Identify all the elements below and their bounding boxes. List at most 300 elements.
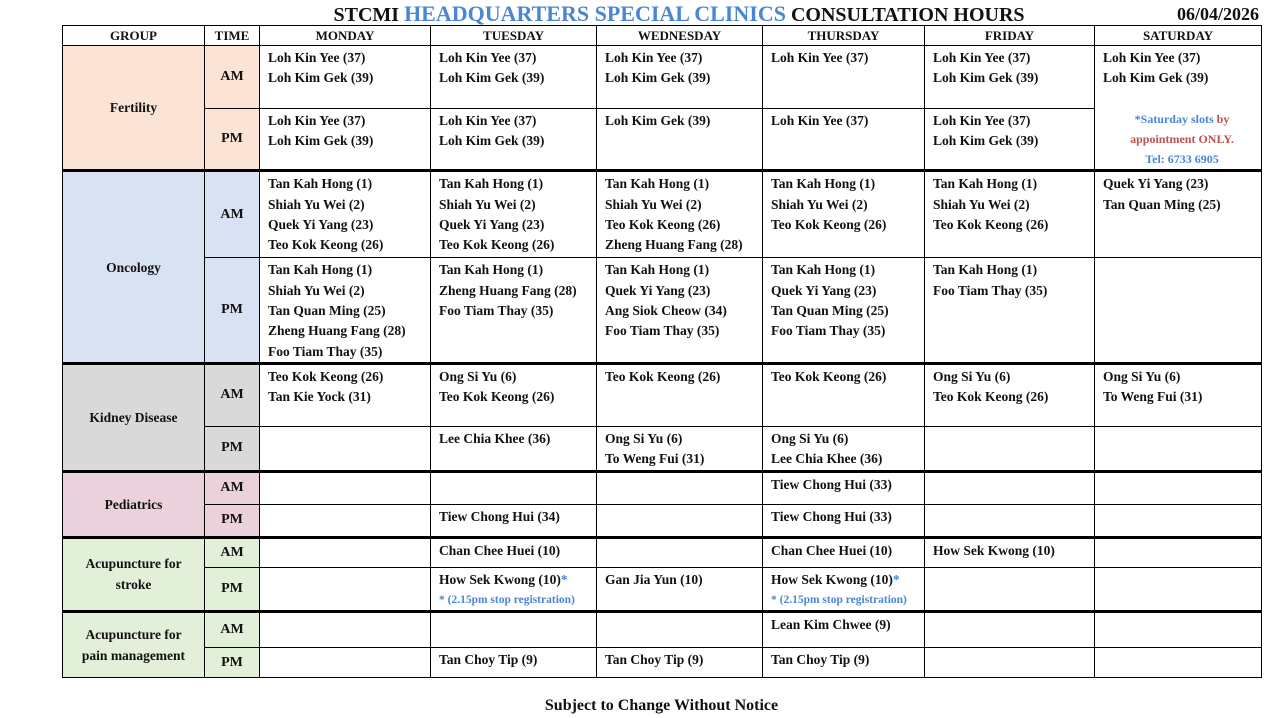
slot-cell-thursday <box>763 504 925 537</box>
schedule-table <box>62 25 1262 678</box>
col-header-monday: MONDAY <box>260 26 431 46</box>
doctor-entry <box>605 215 762 235</box>
slot-cell-thursday <box>763 46 925 109</box>
doctor-name: Teo Kok Keong (26) <box>771 368 887 384</box>
doctor-entry <box>605 429 762 449</box>
doctor-name: How Sek Kwong (10) <box>933 542 1055 558</box>
doctor-entry <box>771 449 924 469</box>
slot-cell-thursday <box>763 612 925 648</box>
schedule-row <box>63 363 1262 426</box>
slot-cell-friday <box>925 567 1095 612</box>
doctor-name: Teo Kok Keong (26) <box>933 389 1049 405</box>
doctor-entry <box>605 570 762 590</box>
doctor-name: Loh Kin Yee (37) <box>933 112 1031 128</box>
slot-cell-wednesday <box>597 648 763 678</box>
footer-notice: Subject to Change Without Notice <box>544 697 779 714</box>
doctor-entry <box>771 367 924 387</box>
slot-cell-monday <box>260 504 431 537</box>
doctor-entry <box>1103 195 1261 215</box>
slot-cell-saturday <box>1095 648 1262 678</box>
group-name-line: Acupuncture for <box>85 556 182 572</box>
doctor-entry <box>268 48 430 68</box>
doctor-name: Teo Kok Keong (26) <box>268 368 384 384</box>
doctor-entry <box>439 301 596 321</box>
group-cell <box>63 471 205 537</box>
col-header-thursday: THURSDAY <box>763 26 925 46</box>
doctor-entry <box>771 260 924 280</box>
doctor-name: Tan Kah Hong (1) <box>268 262 373 278</box>
slot-cell-tuesday <box>431 612 597 648</box>
group-name-line: Pediatrics <box>104 496 163 512</box>
doctor-name: Teo Kok Keong (26) <box>439 389 555 405</box>
group-cell <box>63 363 205 471</box>
doctor-name: Chan Chee Huei (10) <box>771 542 893 558</box>
slot-cell-thursday <box>763 537 925 567</box>
doctor-name: Tiew Chong Hui (34) <box>439 508 560 524</box>
time-cell: PM <box>205 648 260 678</box>
doctor-name: To Weng Fui (31) <box>1103 389 1203 405</box>
doctor-entry <box>268 260 430 280</box>
doctor-name: Shiah Yu Wei (2) <box>933 196 1030 212</box>
doctor-entry <box>771 281 924 301</box>
doctor-name: Foo Tiam Thay (35) <box>771 323 886 339</box>
doctor-name: How Sek Kwong (10) <box>771 571 893 587</box>
doctor-name: Tan Kah Hong (1) <box>933 262 1038 278</box>
sat-note-phone: Tel: 6733 6905 <box>1145 152 1219 167</box>
doctor-entry <box>439 260 596 280</box>
doctor-entry <box>771 174 924 194</box>
slot-cell-monday <box>260 258 431 363</box>
doctor-entry <box>771 650 924 670</box>
doctor-entry <box>605 195 762 215</box>
doctor-name: Ong Si Yu (6) <box>605 430 683 446</box>
slot-cell-monday <box>260 426 431 471</box>
doctor-entry <box>439 570 596 590</box>
doctor-entry <box>268 235 430 255</box>
slot-cell-thursday <box>763 258 925 363</box>
asterisk-mark: * <box>892 571 900 587</box>
slot-cell-friday <box>925 46 1095 109</box>
slot-cell-tuesday <box>431 258 597 363</box>
sat-note-line2: appointment ONLY. <box>1130 131 1234 146</box>
slot-cell-friday <box>925 648 1095 678</box>
doctor-name: Tan Choy Tip (9) <box>771 652 870 668</box>
doctor-entry <box>771 48 924 68</box>
doctor-name: Tan Kah Hong (1) <box>439 262 544 278</box>
time-cell: PM <box>205 567 260 612</box>
schedule-row <box>63 258 1262 363</box>
doctor-name: Shiah Yu Wei (2) <box>268 282 365 298</box>
col-header-saturday: SATURDAY <box>1095 26 1262 46</box>
slot-cell-thursday <box>763 471 925 504</box>
col-header-group: GROUP <box>63 26 205 46</box>
slot-cell-saturday <box>1095 426 1262 471</box>
time-cell: PM <box>205 108 260 171</box>
doctor-entry <box>933 367 1094 387</box>
slot-cell-thursday <box>763 426 925 471</box>
title-prefix: STCMI <box>333 4 405 26</box>
doctor-entry <box>771 475 924 495</box>
doctor-entry <box>1103 174 1261 194</box>
group-cell <box>63 537 205 612</box>
slot-cell-friday <box>925 537 1095 567</box>
doctor-entry <box>268 281 430 301</box>
doctor-entry <box>439 195 596 215</box>
doctor-entry <box>268 321 430 341</box>
doctor-name: Lee Chia Khee (36) <box>771 451 883 467</box>
doctor-name: Tiew Chong Hui (33) <box>771 508 892 524</box>
doctor-name: Teo Kok Keong (26) <box>771 217 887 233</box>
doctor-entry <box>268 111 430 131</box>
slot-cell-saturday <box>1095 567 1262 612</box>
sat-note-blue: *Saturday slots <box>1134 111 1217 126</box>
doctor-entry <box>771 541 924 561</box>
group-name-line: Acupuncture for <box>85 627 182 643</box>
doctor-name: Tan Quan Ming (25) <box>771 303 889 319</box>
doctor-name: Loh Kim Gek (39) <box>933 70 1039 86</box>
doctor-entry <box>439 68 596 88</box>
doctor-name: Chan Chee Huei (10) <box>439 542 561 558</box>
group-cell <box>63 46 205 171</box>
doctor-entry <box>439 650 596 670</box>
doctor-name: Loh Kin Yee (37) <box>268 112 366 128</box>
doctor-entry <box>439 281 596 301</box>
doctor-name: Ong Si Yu (6) <box>439 368 517 384</box>
slot-cell-tuesday <box>431 504 597 537</box>
doctor-name: Quek Yi Yang (23) <box>439 217 545 233</box>
doctor-name: Loh Kin Yee (37) <box>439 50 537 65</box>
doctor-entry <box>771 321 924 341</box>
doctor-name: Tan Kah Hong (1) <box>771 176 876 192</box>
doctor-entry <box>933 195 1094 215</box>
schedule-row <box>63 537 1262 567</box>
doctor-entry <box>268 367 430 387</box>
schedule-row <box>63 46 1262 109</box>
doctor-entry <box>439 215 596 235</box>
doctor-entry <box>605 449 762 469</box>
slot-cell-friday <box>925 426 1095 471</box>
doctor-entry <box>1103 68 1261 88</box>
asterisk-mark: * <box>560 571 568 587</box>
doctor-name: Foo Tiam Thay (35) <box>605 323 720 339</box>
schedule-row <box>63 471 1262 504</box>
doctor-name: Ong Si Yu (6) <box>771 430 849 446</box>
doctor-name: Tan Quan Ming (25) <box>1103 196 1221 212</box>
registration-note: * (2.15pm stop registration) <box>439 593 575 606</box>
doctor-name: Foo Tiam Thay (35) <box>268 343 383 359</box>
slot-cell-monday <box>260 46 431 109</box>
doctor-name: Loh Kim Gek (39) <box>605 112 711 128</box>
doctor-name: Loh Kin Yee (37) <box>268 50 366 65</box>
time-cell: AM <box>205 537 260 567</box>
doctor-entry <box>439 131 596 151</box>
doctor-entry <box>268 174 430 194</box>
doctor-name: Shiah Yu Wei (2) <box>268 196 365 212</box>
doctor-entry <box>605 111 762 131</box>
sat-note-red: by <box>1216 111 1230 126</box>
col-header-tuesday: TUESDAY <box>431 26 597 46</box>
doctor-entry <box>933 281 1094 301</box>
slot-cell-monday <box>260 648 431 678</box>
doctor-name: Ang Siok Cheow (34) <box>605 303 727 319</box>
doctor-name: Ong Si Yu (6) <box>933 368 1011 384</box>
doctor-entry <box>605 174 762 194</box>
doctor-entry <box>933 174 1094 194</box>
doctor-entry <box>439 387 596 407</box>
doctor-name: Teo Kok Keong (26) <box>933 217 1049 233</box>
slot-cell-tuesday <box>431 171 597 258</box>
doctor-name: Loh Kin Yee (37) <box>771 112 869 128</box>
doctor-name: Ong Si Yu (6) <box>1103 368 1181 384</box>
doctor-name: Loh Kin Yee (37) <box>605 50 703 65</box>
doctor-entry <box>933 131 1094 151</box>
slot-cell-thursday <box>763 567 925 612</box>
doctor-name: Zheng Huang Fang (28) <box>605 237 743 253</box>
slot-cell-wednesday <box>597 258 763 363</box>
doctor-entry <box>933 215 1094 235</box>
doctor-entry <box>605 367 762 387</box>
slot-cell-monday <box>260 471 431 504</box>
group-name-line: Oncology <box>106 259 161 275</box>
slot-cell-saturday <box>1095 504 1262 537</box>
doctor-name: Zheng Huang Fang (28) <box>268 323 406 339</box>
doctor-name: Tan Quan Ming (25) <box>268 303 386 319</box>
doctor-entry <box>605 235 762 255</box>
slot-cell-wednesday <box>597 46 763 109</box>
doctor-name: Loh Kim Gek (39) <box>439 70 545 86</box>
slot-cell-thursday <box>763 108 925 171</box>
doctor-name: Quek Yi Yang (23) <box>1103 176 1209 192</box>
doctor-name: Tiew Chong Hui (33) <box>771 476 892 492</box>
time-cell: PM <box>205 258 260 363</box>
doctor-name: Loh Kin Yee (37) <box>933 50 1031 65</box>
doctor-name: Shiah Yu Wei (2) <box>605 196 702 212</box>
doctor-name: Teo Kok Keong (26) <box>439 237 555 253</box>
doctor-entry <box>605 48 762 68</box>
doctor-name: Teo Kok Keong (26) <box>605 217 721 233</box>
title-highlight: HEADQUARTERS SPECIAL CLINICS <box>404 1 786 26</box>
doctor-name: Loh Kim Gek (39) <box>933 133 1039 149</box>
slot-cell-wednesday <box>597 612 763 648</box>
slot-cell-monday <box>260 537 431 567</box>
doctor-entry <box>268 131 430 151</box>
doctor-entry <box>771 301 924 321</box>
doctor-entry <box>1103 387 1261 407</box>
doctor-name: To Weng Fui (31) <box>605 451 705 467</box>
slot-cell-tuesday <box>431 537 597 567</box>
doctor-name: Tan Kie Yock (31) <box>268 389 371 405</box>
doctor-entry <box>439 48 596 68</box>
slot-cell-saturday <box>1095 258 1262 363</box>
slot-cell-monday <box>260 363 431 426</box>
slot-cell-friday <box>925 363 1095 426</box>
doctor-name: Loh Kim Gek (39) <box>605 70 711 86</box>
doctor-name: Teo Kok Keong (26) <box>268 237 384 253</box>
doctor-entry <box>933 68 1094 88</box>
doctor-entry <box>268 342 430 362</box>
slot-cell-monday <box>260 567 431 612</box>
doctor-name: Loh Kim Gek (39) <box>439 133 545 149</box>
doctor-entry <box>771 615 924 635</box>
doctor-entry <box>268 68 430 88</box>
doctor-name: Loh Kin Yee (37) <box>439 112 537 128</box>
slot-cell-tuesday <box>431 46 597 109</box>
doctor-name: Lee Chia Khee (36) <box>439 430 551 446</box>
doctor-name: Quek Yi Yang (23) <box>268 217 374 233</box>
slot-cell-wednesday <box>597 171 763 258</box>
col-header-time: TIME <box>205 26 260 46</box>
doctor-entry <box>605 301 762 321</box>
doctor-name: Tan Kah Hong (1) <box>933 176 1038 192</box>
schedule-row <box>63 504 1262 537</box>
doctor-entry <box>771 215 924 235</box>
slot-cell-friday <box>925 171 1095 258</box>
slot-cell-saturday <box>1095 537 1262 567</box>
time-cell: AM <box>205 46 260 109</box>
header-row <box>63 26 1262 46</box>
schedule-date: 06/04/2026 <box>1176 4 1259 24</box>
schedule-row <box>63 648 1262 678</box>
doctor-name: Loh Kin Yee (37) <box>1103 50 1201 65</box>
doctor-name: Shiah Yu Wei (2) <box>439 196 536 212</box>
group-name-line: pain management <box>81 648 186 664</box>
slot-cell-saturday <box>1095 612 1262 648</box>
doctor-name: Tan Kah Hong (1) <box>771 262 876 278</box>
doctor-entry <box>605 260 762 280</box>
doctor-entry <box>439 429 596 449</box>
slot-cell-tuesday <box>431 567 597 612</box>
slot-cell-wednesday <box>597 426 763 471</box>
slot-cell-friday <box>925 504 1095 537</box>
doctor-name: Loh Kim Gek (39) <box>1103 70 1209 86</box>
time-cell: AM <box>205 471 260 504</box>
doctor-name: Tan Choy Tip (9) <box>605 652 704 668</box>
slot-cell-friday <box>925 108 1095 171</box>
doctor-name: Shiah Yu Wei (2) <box>771 196 868 212</box>
slot-cell-tuesday <box>431 426 597 471</box>
slot-cell-friday <box>925 258 1095 363</box>
slot-cell-wednesday <box>597 537 763 567</box>
saturday-appointment-note <box>1103 105 1261 170</box>
doctor-name: Loh Kim Gek (39) <box>268 70 374 86</box>
doctor-name: Lean Kim Chwee (9) <box>771 617 891 633</box>
slot-cell-wednesday <box>597 108 763 171</box>
doctor-entry <box>439 235 596 255</box>
group-name-line: stroke <box>115 577 152 593</box>
doctor-name: Quek Yi Yang (23) <box>605 282 711 298</box>
doctor-entry <box>268 215 430 235</box>
slot-cell-wednesday <box>597 471 763 504</box>
doctor-name: Teo Kok Keong (26) <box>605 368 721 384</box>
slot-cell-friday <box>925 612 1095 648</box>
doctor-name: Tan Choy Tip (9) <box>439 652 538 668</box>
doctor-entry <box>439 174 596 194</box>
schedule-row <box>63 108 1262 171</box>
doctor-name: Loh Kin Yee (37) <box>771 50 869 65</box>
doctor-entry <box>771 570 924 590</box>
doctor-name: Loh Kim Gek (39) <box>268 133 374 149</box>
doctor-entry <box>439 507 596 527</box>
schedule-row <box>63 567 1262 612</box>
slot-cell-saturday <box>1095 471 1262 504</box>
slot-cell-saturday <box>1095 363 1262 426</box>
group-cell <box>63 171 205 363</box>
schedule-row <box>63 612 1262 648</box>
slot-cell-tuesday <box>431 471 597 504</box>
doctor-name: Tan Kah Hong (1) <box>268 176 373 192</box>
doctor-name: Tan Kah Hong (1) <box>605 262 710 278</box>
group-name-line: Kidney Disease <box>89 409 178 425</box>
time-cell: PM <box>205 504 260 537</box>
doctor-entry <box>771 507 924 527</box>
doctor-name: How Sek Kwong (10) <box>439 571 561 587</box>
doctor-name: Foo Tiam Thay (35) <box>933 282 1048 298</box>
slot-cell-wednesday <box>597 363 763 426</box>
schedule-row <box>63 171 1262 258</box>
doctor-entry <box>605 281 762 301</box>
doctor-entry <box>933 387 1094 407</box>
page-title <box>0 2 1277 27</box>
group-cell <box>63 612 205 678</box>
doctor-entry <box>439 367 596 387</box>
slot-cell-monday <box>260 171 431 258</box>
time-cell: PM <box>205 426 260 471</box>
title-suffix: CONSULTATION HOURS <box>785 4 1025 26</box>
doctor-entry <box>605 321 762 341</box>
time-cell: AM <box>205 612 260 648</box>
time-cell: AM <box>205 363 260 426</box>
doctor-entry <box>933 541 1094 561</box>
slot-cell-saturday <box>1095 46 1262 171</box>
doctor-name: Gan Jia Yun (10) <box>605 571 703 587</box>
doctor-entry <box>268 195 430 215</box>
doctor-name: Tan Kah Hong (1) <box>439 176 544 192</box>
doctor-name: Zheng Huang Fang (28) <box>439 282 577 298</box>
doctor-entry <box>439 541 596 561</box>
doctor-entry <box>771 429 924 449</box>
slot-cell-thursday <box>763 171 925 258</box>
slot-cell-monday <box>260 108 431 171</box>
slot-cell-monday <box>260 612 431 648</box>
doctor-entry <box>268 387 430 407</box>
doctor-entry <box>933 111 1094 131</box>
doctor-entry <box>771 195 924 215</box>
slot-cell-wednesday <box>597 504 763 537</box>
doctor-entry <box>268 301 430 321</box>
doctor-entry <box>1103 367 1261 387</box>
col-header-friday: FRIDAY <box>925 26 1095 46</box>
slot-cell-tuesday <box>431 648 597 678</box>
doctor-entry <box>771 111 924 131</box>
doctor-entry <box>605 650 762 670</box>
doctor-entry <box>605 68 762 88</box>
slot-cell-friday <box>925 471 1095 504</box>
doctor-name: Tan Kah Hong (1) <box>605 176 710 192</box>
time-cell: AM <box>205 171 260 258</box>
group-name-line: Fertility <box>109 100 158 116</box>
slot-cell-saturday <box>1095 171 1262 258</box>
doctor-entry <box>439 111 596 131</box>
doctor-name: Foo Tiam Thay (35) <box>439 303 554 319</box>
doctor-entry <box>933 260 1094 280</box>
sat-note-line1 <box>1103 109 1261 129</box>
doctor-name: Quek Yi Yang (23) <box>771 282 877 298</box>
slot-cell-wednesday <box>597 567 763 612</box>
slot-cell-tuesday <box>431 363 597 426</box>
slot-cell-thursday <box>763 648 925 678</box>
registration-note: * (2.15pm stop registration) <box>771 593 907 606</box>
doctor-entry <box>933 48 1094 68</box>
